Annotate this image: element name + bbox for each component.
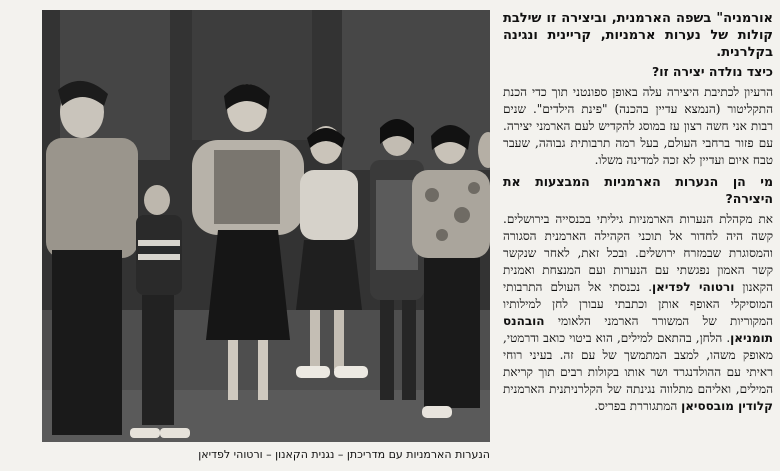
answer-2-part-4: המתגוררת בפריס. (594, 399, 682, 413)
article-column (503, 10, 773, 462)
group-photo (42, 10, 490, 442)
intro-paragraph: אורמניה" בשפה הארמנית, וביצירה זו שילבת קולות של נערות ארמניות, קריינית ונגינה בקלרנית. (503, 11, 773, 60)
group-photo-illustration (42, 10, 490, 442)
name-claudine-movsessian: קלודין מובססיאן (681, 399, 773, 413)
answer-2-part-2: . נכנסתי אל העולם התרבותי המוסיקלי האופף אותן וכתבתי עבורן לחן למילותיו המקוריות של המשורר הארמני הלאומי (503, 280, 773, 328)
question-1: כיצד נולדה יצירה זו? (652, 64, 773, 79)
answer-1: הרעיון לכתיבת היצירה עלה באופן ספונטני תוך כדי הכנת התקליטור (הנמצא עדיין בהכנה) "פינת הילדים". שנים רבות אני חשה רצון עז במוסג להקדיש לעם הארמני יצירה. עם פזור ברחבי העולם, בעל רמה תרבותית גבוהה, שעבר טבח איום ועדיין לא זכה למדינה משלו. (503, 85, 773, 167)
answer-2-part-3: . הלחן, בהתאם למילים, הוא ביטוי כואב ודרמטי, מאופק משהו, למצב המתמשך של עם זה. בעיני רוחי ראיתי עם ההולדנגרד ושר אותו בקולות רבים תוך קריאת המילים, ואליהם מתלווה נגינתה של הקלרניתנית הארמנית (503, 331, 773, 396)
question-2: מי הן הנערות הארמניות המבצעות את היצירה? (503, 174, 773, 206)
name-hovhannes-tumanyan: הובהנס תומניאן (503, 314, 773, 345)
photo-caption: הנערות הארמניות עם מדריכתן – נגנית הקאנון – ורטוהי לפדיאן (198, 448, 490, 461)
answer-2 (503, 211, 773, 415)
answer-2-part-1: את מקהלת הנערות הארמניות גיליתי בכנסייה בירושלים. קשה היה לחדור אל תוכני הקהילה הארמנית הסגורה והמסוגרת שבמזרח ירושלים. ובכל זאת, לאחר שנקשר קשר האמון נפגשתי עם הנערות ועם המנצחת ואמנית הקאנון (503, 212, 773, 294)
name-vartouhi-lapadian: ורטוהי לפדיאן (652, 280, 735, 294)
